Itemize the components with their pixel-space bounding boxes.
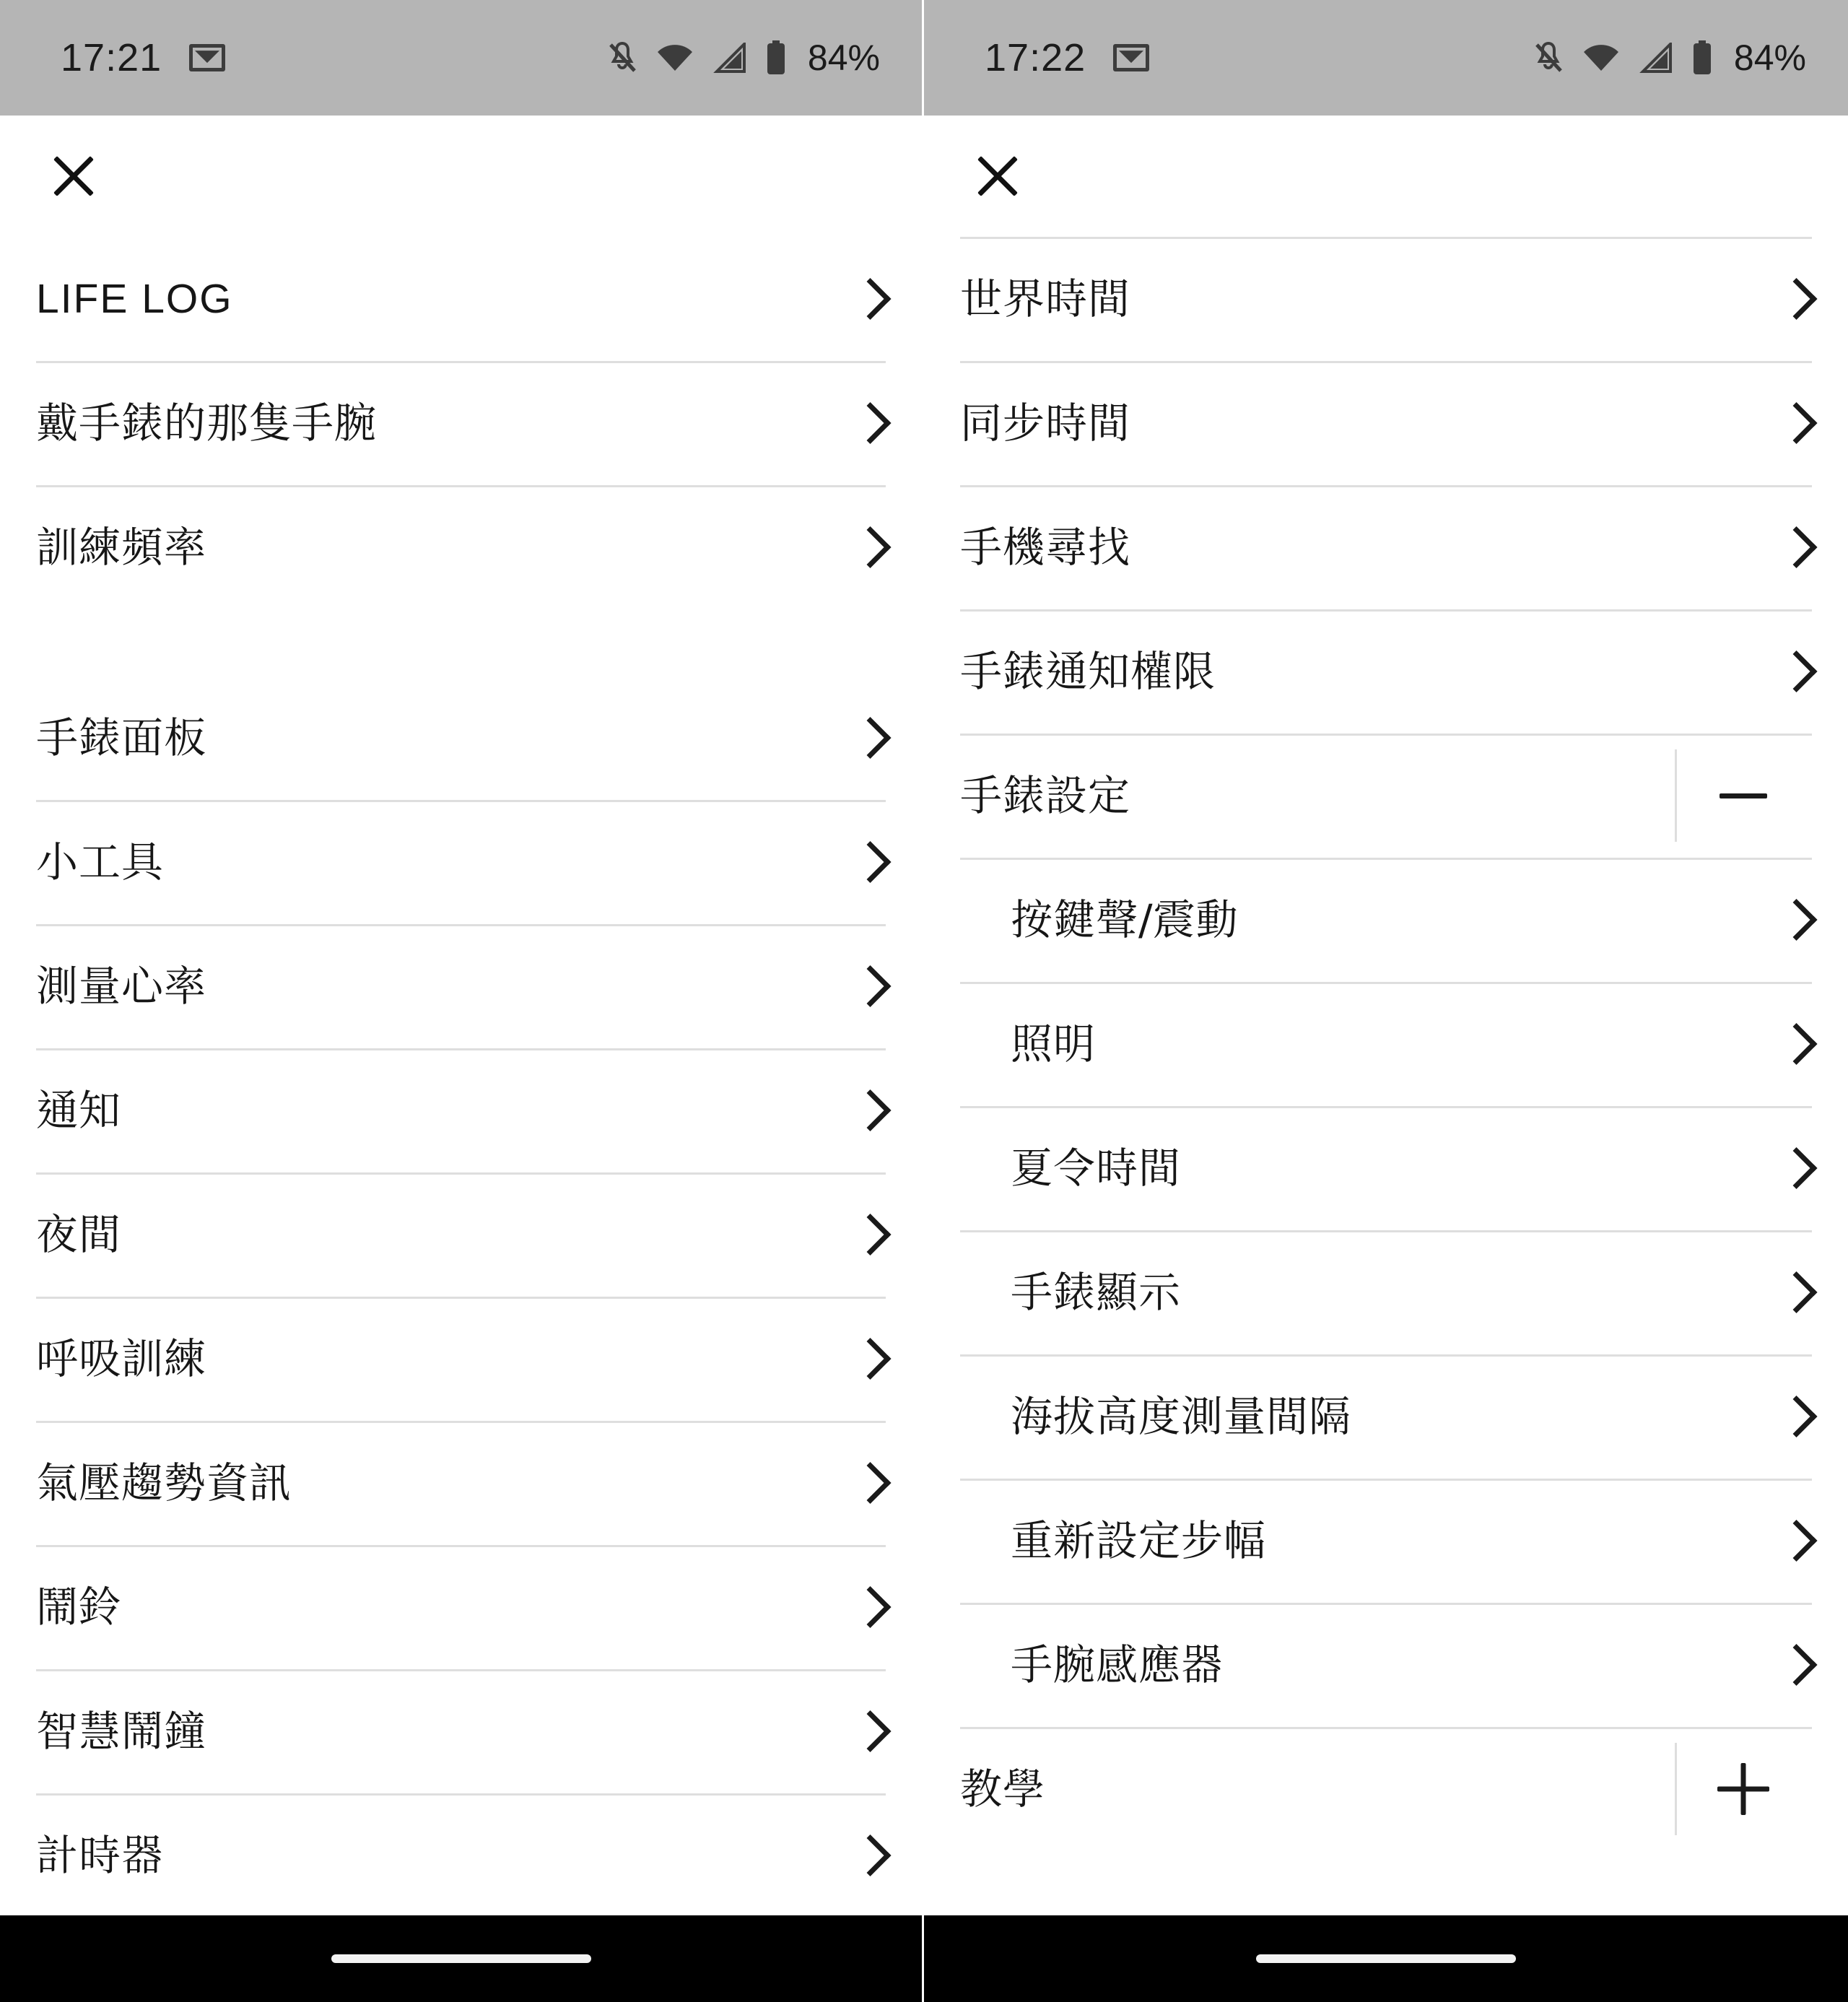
list-item-heart-rate[interactable] bbox=[0, 924, 922, 1048]
list-item-label: 通知 bbox=[36, 1086, 122, 1135]
divider bbox=[960, 485, 1812, 487]
left-settings-content bbox=[0, 116, 922, 1915]
chevron-right-icon bbox=[1779, 1264, 1812, 1320]
left-top-bar bbox=[0, 116, 922, 237]
minus-icon bbox=[1720, 793, 1767, 798]
list-item-label: 教學 bbox=[960, 1764, 1046, 1814]
battery-icon bbox=[766, 40, 786, 75]
list-item-wrist[interactable] bbox=[0, 361, 922, 485]
list-item-label: 手錶顯示 bbox=[1011, 1268, 1182, 1317]
chevron-right-icon bbox=[853, 1455, 886, 1511]
chevron-right-icon bbox=[853, 710, 886, 766]
chevron-right-icon bbox=[853, 395, 886, 451]
list-item-label: 海拔高度測量間隔 bbox=[1011, 1392, 1352, 1441]
battery-icon bbox=[1692, 40, 1712, 75]
list-item-label: 戴手錶的那隻手腕 bbox=[36, 399, 378, 448]
list-item-breathing[interactable] bbox=[0, 1297, 922, 1421]
list-item-label: 照明 bbox=[1011, 1019, 1097, 1069]
list-item-label: 手錶面板 bbox=[36, 713, 207, 762]
list-item-altitude-measurement-interval[interactable] bbox=[924, 1354, 1848, 1479]
list-item-daylight-saving[interactable] bbox=[924, 1106, 1848, 1230]
right-phone-screen bbox=[924, 0, 1848, 2002]
list-item-life-log[interactable] bbox=[0, 237, 922, 361]
divider bbox=[960, 1479, 1812, 1481]
list-item-sync-time[interactable] bbox=[924, 361, 1848, 485]
close-icon[interactable] bbox=[40, 143, 107, 209]
list-item-training-frequency[interactable] bbox=[0, 485, 922, 609]
list-item-label: 按鍵聲/震動 bbox=[1011, 895, 1239, 944]
chevron-right-icon bbox=[853, 1331, 886, 1387]
notifications-off-icon bbox=[607, 41, 637, 74]
chevron-right-icon bbox=[1779, 1016, 1812, 1072]
list-item-notifications[interactable] bbox=[0, 1048, 922, 1172]
list-item-label: 夜間 bbox=[36, 1210, 122, 1259]
list-item-night[interactable] bbox=[0, 1172, 922, 1297]
chevron-right-icon bbox=[1779, 1388, 1812, 1445]
chevron-right-icon bbox=[853, 1206, 886, 1263]
status-clock: 17:21 bbox=[61, 36, 162, 79]
list-item-find-phone[interactable] bbox=[924, 485, 1848, 609]
list-item-barometer-trend[interactable] bbox=[0, 1421, 922, 1545]
divider bbox=[960, 1106, 1812, 1108]
chevron-right-icon bbox=[853, 519, 886, 575]
chevron-right-icon bbox=[853, 271, 886, 327]
list-item-label: 手腕感應器 bbox=[1011, 1640, 1224, 1689]
list-item-label: 智慧鬧鐘 bbox=[36, 1707, 207, 1756]
chevron-right-icon bbox=[1779, 395, 1812, 451]
list-item-key-sound-vibration[interactable] bbox=[924, 858, 1848, 982]
list-item-watch-display[interactable] bbox=[924, 1230, 1848, 1354]
divider bbox=[36, 1172, 886, 1175]
right-settings-list bbox=[924, 237, 1848, 1915]
cellular-signal-icon bbox=[1639, 43, 1673, 73]
list-item-widgets[interactable] bbox=[0, 800, 922, 924]
chevron-right-icon bbox=[1779, 271, 1812, 327]
chevron-right-icon bbox=[853, 1703, 886, 1759]
chevron-right-icon bbox=[1779, 1637, 1812, 1693]
list-item-lighting[interactable] bbox=[924, 982, 1848, 1106]
status-clock: 17:22 bbox=[985, 36, 1086, 79]
notifications-off-icon bbox=[1533, 41, 1564, 74]
list-item-watch-notification-permission[interactable] bbox=[924, 609, 1848, 734]
list-item-watch-settings[interactable] bbox=[924, 734, 1848, 858]
list-item-label: 夏令時間 bbox=[1011, 1144, 1182, 1193]
list-item-label: 世界時間 bbox=[960, 274, 1131, 323]
divider bbox=[960, 1603, 1812, 1605]
gmail-icon bbox=[1113, 44, 1149, 71]
chevron-right-icon bbox=[1779, 892, 1812, 948]
divider bbox=[36, 1048, 886, 1050]
list-item-label: 測量心率 bbox=[36, 962, 207, 1011]
list-item-label: 手錶設定 bbox=[960, 771, 1131, 820]
divider bbox=[36, 1297, 886, 1299]
list-item-tutorial[interactable] bbox=[924, 1727, 1848, 1851]
right-status-bar bbox=[924, 0, 1848, 116]
list-item-label: 手機尋找 bbox=[960, 523, 1131, 572]
divider bbox=[36, 924, 886, 926]
right-settings-content bbox=[924, 116, 1848, 1915]
list-item-label: 氣壓趨勢資訊 bbox=[36, 1458, 292, 1507]
divider bbox=[36, 1421, 886, 1423]
wifi-icon bbox=[1582, 43, 1620, 72]
gmail-icon bbox=[189, 44, 225, 71]
section-gap bbox=[0, 609, 922, 676]
chevron-right-icon bbox=[1779, 519, 1812, 575]
chevron-right-icon bbox=[853, 958, 886, 1014]
home-gesture-pill[interactable] bbox=[331, 1954, 591, 1963]
collapse-section-button[interactable] bbox=[1675, 734, 1812, 858]
divider bbox=[36, 1545, 886, 1547]
divider bbox=[36, 361, 886, 363]
list-item-label: 同步時間 bbox=[960, 399, 1131, 448]
chevron-right-icon bbox=[1779, 643, 1812, 700]
left-status-bar bbox=[0, 0, 922, 116]
list-item-label: LIFE LOG bbox=[36, 275, 233, 322]
list-item-watch-face[interactable] bbox=[0, 676, 922, 800]
list-item-label: 呼吸訓練 bbox=[36, 1334, 207, 1383]
chevron-right-icon bbox=[853, 834, 886, 890]
divider bbox=[960, 858, 1812, 860]
list-item-label: 手錶通知權限 bbox=[960, 647, 1216, 696]
chevron-right-icon bbox=[853, 1579, 886, 1635]
list-item-label: 訓練頻率 bbox=[36, 523, 207, 572]
divider bbox=[960, 361, 1812, 363]
plus-icon bbox=[1717, 1763, 1769, 1815]
list-item-smart-alarm[interactable] bbox=[0, 1669, 922, 1793]
list-item-partial[interactable] bbox=[924, 1851, 1848, 1915]
left-navigation-bar bbox=[0, 1915, 922, 2002]
divider bbox=[36, 1669, 886, 1671]
list-item-world-time[interactable] bbox=[924, 237, 1848, 361]
list-item-label: 計時器 bbox=[36, 1831, 165, 1880]
divider bbox=[36, 485, 886, 487]
divider bbox=[960, 982, 1812, 984]
wifi-icon bbox=[656, 43, 694, 72]
divider bbox=[36, 1793, 886, 1796]
list-item-label: 重新設定步幅 bbox=[1011, 1516, 1267, 1565]
chevron-right-icon bbox=[853, 1082, 886, 1139]
divider bbox=[960, 609, 1812, 612]
expand-section-button[interactable] bbox=[1675, 1727, 1812, 1851]
battery-percentage: 84% bbox=[1733, 38, 1806, 78]
chevron-right-icon bbox=[1779, 1513, 1812, 1569]
list-item-alarm[interactable] bbox=[0, 1545, 922, 1669]
divider bbox=[960, 237, 1812, 239]
close-icon[interactable] bbox=[964, 143, 1031, 209]
chevron-right-icon bbox=[1779, 1140, 1812, 1196]
divider bbox=[960, 1230, 1812, 1232]
list-item-label: 小工具 bbox=[36, 837, 165, 887]
list-item-timer[interactable] bbox=[0, 1793, 922, 1915]
left-settings-list bbox=[0, 237, 922, 1915]
divider bbox=[36, 800, 886, 802]
chevron-right-icon bbox=[853, 1827, 886, 1884]
right-navigation-bar bbox=[924, 1915, 1848, 2002]
right-top-bar bbox=[924, 116, 1848, 237]
list-item-label: 鬧鈴 bbox=[36, 1583, 122, 1632]
list-item-wrist-sensor[interactable] bbox=[924, 1603, 1848, 1727]
list-item-reset-stride[interactable] bbox=[924, 1479, 1848, 1603]
home-gesture-pill[interactable] bbox=[1256, 1954, 1516, 1963]
divider bbox=[960, 1354, 1812, 1357]
cellular-signal-icon bbox=[712, 43, 747, 73]
battery-percentage: 84% bbox=[807, 38, 880, 78]
